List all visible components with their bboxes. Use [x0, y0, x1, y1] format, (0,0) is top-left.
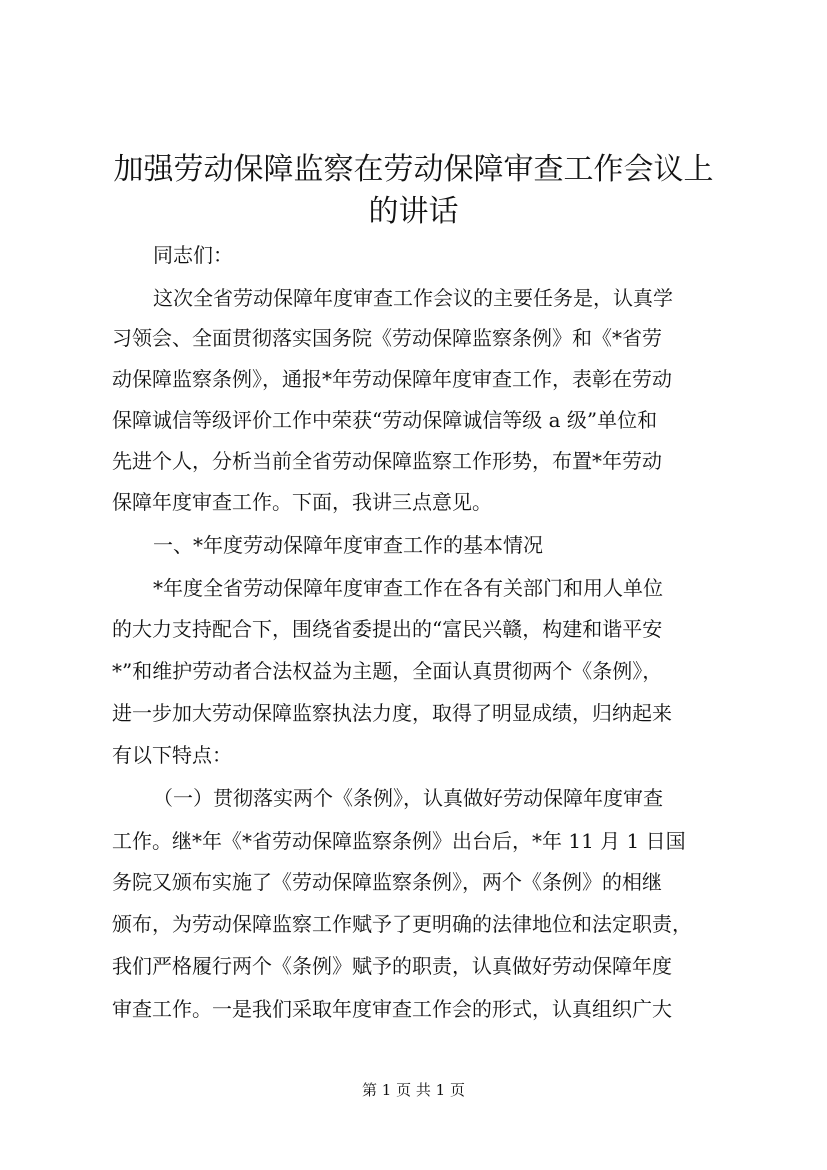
- paragraph-line: 我们严格履行两个《条例》赋予的职责，认真做好劳动保障年度: [112, 954, 672, 978]
- paragraph-line: 的大力支持配合下，围绕省委提出的“富民兴赣，构建和谐平安: [112, 617, 663, 641]
- paragraph-line: 先进个人，分析当前全省劳动保障监察工作形势，布置*年劳动: [112, 449, 662, 473]
- subsection-heading: （一）贯彻落实两个《条例》，认真做好劳动保障年度审查: [153, 786, 663, 810]
- section-heading: 一、*年度劳动保障年度审查工作的基本情况: [153, 533, 543, 557]
- document-title-line-2: 的讲话: [368, 194, 459, 229]
- page-footer: 第 1 页 共 1 页: [362, 1081, 465, 1099]
- paragraph-line: 务院又颁布实施了《劳动保障监察条例》，两个《条例》的相继: [112, 870, 662, 894]
- paragraph-line: 这次全省劳动保障年度审查工作会议的主要任务是，认真学: [153, 286, 673, 310]
- paragraph-line: 动保障监察条例》，通报*年劳动保障年度审查工作，表彰在劳动: [112, 367, 672, 391]
- paragraph-line: 颁布，为劳动保障监察工作赋予了更明确的法律地位和法定职责，: [112, 912, 692, 936]
- paragraph-line: 保障年度审查工作。下面，我讲三点意见。: [112, 490, 492, 514]
- paragraph-line: 工作。继*年《*省劳动保障监察条例》出台后，*年 11 月 1 日国: [112, 829, 686, 853]
- paragraph-line: *年度全省劳动保障年度审查工作在各有关部门和用人单位: [153, 576, 663, 600]
- paragraph-line: 保障诚信等级评价工作中荣获“劳动保障诚信等级 a 级”单位和: [112, 408, 658, 432]
- paragraph-line: 习领会、全面贯彻落实国务院《劳动保障监察条例》和《*省劳: [112, 326, 662, 350]
- document-title-line-1: 加强劳动保障监察在劳动保障审查工作会议上: [113, 152, 714, 187]
- paragraph-line: 进一步加大劳动保障监察执法力度，取得了明显成绩，归纳起来: [112, 701, 672, 725]
- paragraph-line: 审查工作。一是我们采取年度审查工作会的形式，认真组织广大: [112, 997, 672, 1021]
- paragraph-line: 有以下特点：: [112, 743, 232, 767]
- paragraph-line: *”和维护劳动者合法权益为主题，全面认真贯彻两个《条例》，: [112, 659, 663, 683]
- greeting: 同志们：: [153, 243, 233, 267]
